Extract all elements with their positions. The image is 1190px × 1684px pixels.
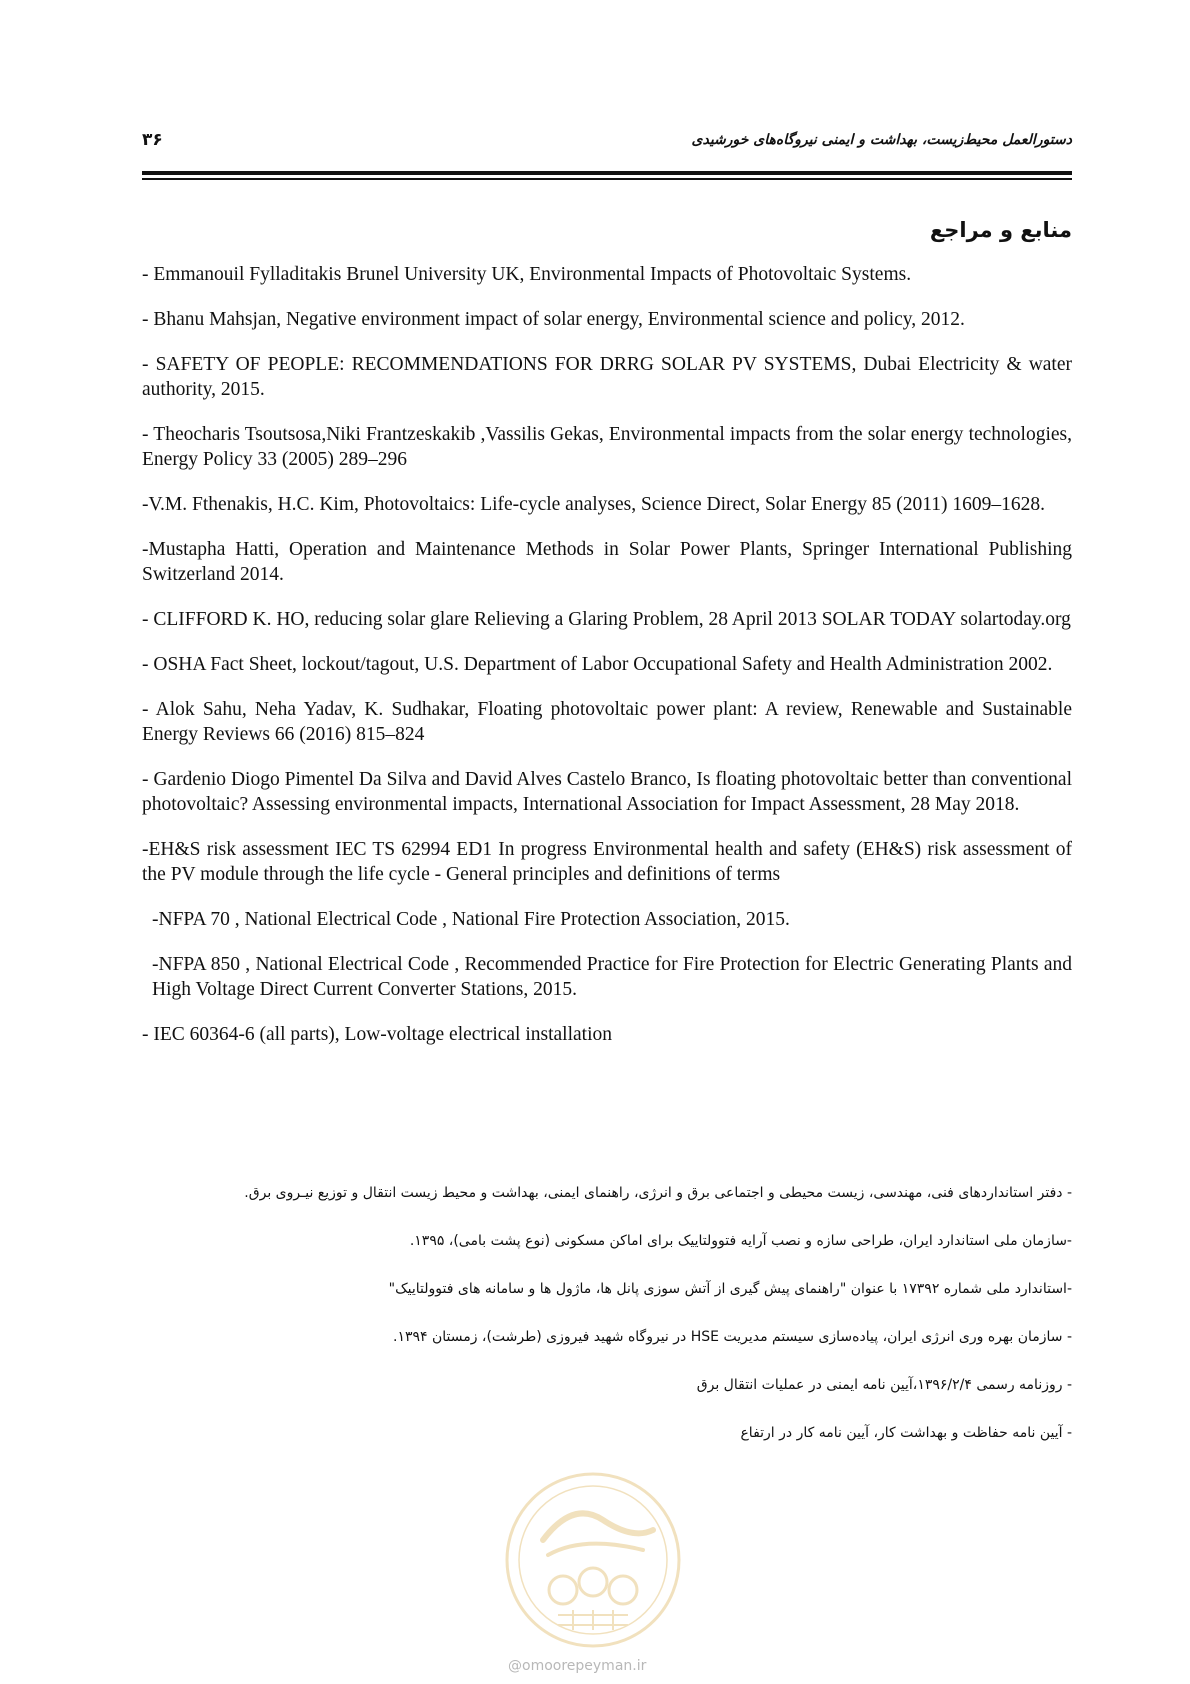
persian-reference-item: - روزنامه رسمی ۱۳۹۶/۲/۴،آیین نامه ایمنی در عملیات انتقال برق: [696, 1377, 1072, 1393]
reference-item: -Mustapha Hatti, Operation and Maintenance Methods in Solar Power Plants, Springer International Publishing Switzerland 2014.: [142, 539, 1072, 585]
reference-item: -NFPA 850 , National Electrical Code , Recommended Practice for Fire Protection for Electric Generating Plants and High Voltage Direct Current Converter Stations, 2015.: [152, 954, 1072, 1000]
watermark-logo-icon: [503, 1470, 683, 1650]
reference-item: - CLIFFORD K. HO, reducing solar glare Relieving a Glaring Problem, 28 April 2013 SOLAR TODAY solartoday.org: [142, 609, 1071, 630]
reference-item: -EH&S risk assessment IEC TS 62994 ED1 In progress Environmental health and safety (EH&S) risk assessment of the PV module through the life cycle - General principles and definitions of terms: [142, 839, 1072, 885]
reference-item: - Gardenio Diogo Pimentel Da Silva and David Alves Castelo Branco, Is floating photovoltaic better than conventional photovoltaic? Assessing environmental impacts, International Association for Impact Assessment, 28 May 2018.: [142, 769, 1072, 815]
watermark-url: @omoorepeyman.ir: [508, 1658, 647, 1674]
persian-reference-list: [142, 1176, 1072, 1464]
persian-reference-item: -استاندارد ملی شماره ۱۷۳۹۲ با عنوان "راهنمای پیش گیری از آتش سوزی پانل ها، ماژول ها و سامانه های فتوولتاییک": [388, 1281, 1072, 1297]
reference-item: - Emmanouil Fylladitakis Brunel University UK, Environmental Impacts of Photovoltaic Systems.: [142, 264, 912, 285]
header-rule-thin: [142, 178, 1072, 180]
english-reference-list: [142, 262, 1072, 1067]
reference-item: - Bhanu Mahsjan, Negative environment impact of solar energy, Environmental science and policy, 2012.: [142, 309, 965, 330]
page-number: ۳۶: [142, 130, 163, 150]
section-heading: منابع و مراجع: [929, 218, 1072, 242]
reference-item: -V.M. Fthenakis, H.C. Kim, Photovoltaics: Life-cycle analyses, Science Direct, Solar Energy 85 (2011) 1609–1628.: [142, 494, 1045, 515]
persian-reference-item: -سازمان ملی استاندارد ایران، طراحی سازه و نصب آرایه فتوولتاییک برای اماکن مسکونی (نوع پشت بامی)، ۱۳۹۵.: [409, 1233, 1072, 1249]
page-header: [142, 130, 1072, 164]
persian-reference-item: - آیین نامه حفاظت و بهداشت کار، آیین نامه کار در ارتفاع: [740, 1425, 1072, 1441]
reference-item: - OSHA Fact Sheet, lockout/tagout, U.S. Department of Labor Occupational Safety and Health Administration 2002.: [142, 654, 1053, 675]
header-rule-thick: [142, 171, 1072, 175]
reference-item: - IEC 60364-6 (all parts), Low-voltage electrical installation: [142, 1024, 613, 1045]
persian-reference-item: - دفتر استانداردهای فنی، مهندسی، زیست محیطی و اجتماعی برق و انرژی، راهنمای ایمنی، بهداشت و محیط زیست انتقال و توزیع نیـروی برق.: [244, 1185, 1072, 1201]
reference-item: - Alok Sahu, Neha Yadav, K. Sudhakar, Floating photovoltaic power plant: A review, Renewable and Sustainable Energy Reviews 66 (2016) 815–824: [142, 699, 1072, 745]
persian-reference-item: - سازمان بهره وری انرژی ایران، پیاده‌سازی سیستم مدیریت HSE در نیروگاه شهید فیروزی (طرشت)، زمستان ۱۳۹۴.: [392, 1329, 1072, 1345]
running-title: دستورالعمل محیط‌زیست، بهداشت و ایمنی نیروگاه‌های خورشیدی: [691, 132, 1072, 148]
reference-item: - Theocharis Tsoutsosa,Niki Frantzeskakib ,Vassilis Gekas, Environmental impacts from the solar energy technologies, Energy Policy 33 (2005) 289–296: [142, 424, 1072, 470]
reference-item: -NFPA 70 , National Electrical Code , National Fire Protection Association, 2015.: [152, 909, 790, 930]
reference-item: - SAFETY OF PEOPLE: RECOMMENDATIONS FOR DRRG SOLAR PV SYSTEMS, Dubai Electricity & water authority, 2015.: [142, 354, 1072, 400]
